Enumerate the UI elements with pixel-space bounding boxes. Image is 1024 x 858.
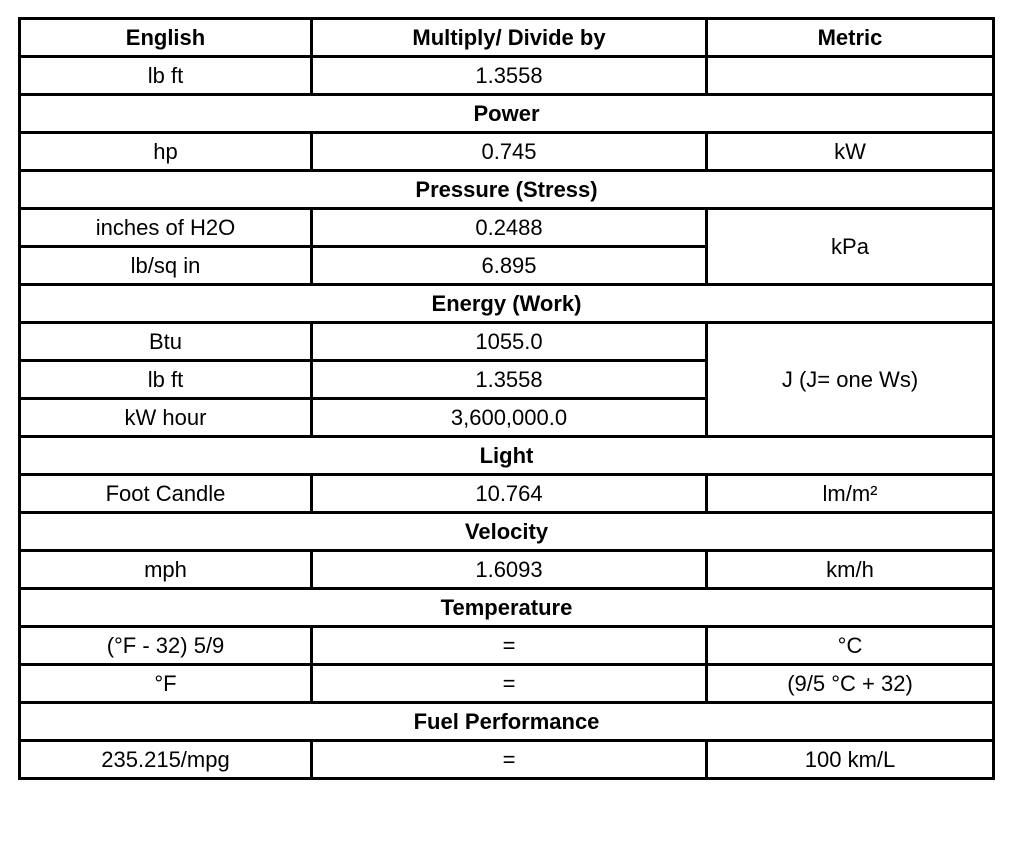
cell-factor: 10.764	[312, 475, 707, 513]
cell-english: Btu	[20, 323, 312, 361]
section-title-light: Light	[20, 437, 994, 475]
cell-metric	[707, 57, 994, 95]
section-row-temperature	[20, 589, 994, 627]
section-title-pressure: Pressure (Stress)	[20, 171, 994, 209]
cell-english: mph	[20, 551, 312, 589]
section-title-velocity: Velocity	[20, 513, 994, 551]
table-row	[20, 57, 994, 95]
cell-metric: km/h	[707, 551, 994, 589]
header-row	[20, 19, 994, 57]
cell-factor: 1.3558	[312, 361, 707, 399]
section-row-pressure	[20, 171, 994, 209]
section-title-temperature: Temperature	[20, 589, 994, 627]
table-row	[20, 741, 994, 779]
conversion-table	[18, 17, 995, 780]
cell-metric: J (J= one Ws)	[707, 323, 994, 437]
cell-english: Foot Candle	[20, 475, 312, 513]
section-row-velocity	[20, 513, 994, 551]
cell-english: (°F - 32) 5/9	[20, 627, 312, 665]
cell-english: °F	[20, 665, 312, 703]
cell-metric: kPa	[707, 209, 994, 285]
table-row	[20, 323, 994, 361]
header-english: English	[20, 19, 312, 57]
cell-factor: 6.895	[312, 247, 707, 285]
table-row	[20, 627, 994, 665]
section-title-power: Power	[20, 95, 994, 133]
cell-metric: 100 km/L	[707, 741, 994, 779]
cell-english: kW hour	[20, 399, 312, 437]
cell-english: lb ft	[20, 57, 312, 95]
cell-english: lb ft	[20, 361, 312, 399]
cell-factor: 0.745	[312, 133, 707, 171]
section-row-energy	[20, 285, 994, 323]
header-metric: Metric	[707, 19, 994, 57]
cell-factor: 0.2488	[312, 209, 707, 247]
cell-metric: °C	[707, 627, 994, 665]
conversion-table-container	[18, 17, 992, 780]
cell-factor: 1055.0	[312, 323, 707, 361]
cell-factor: 1.3558	[312, 57, 707, 95]
cell-factor: =	[312, 741, 707, 779]
section-title-energy: Energy (Work)	[20, 285, 994, 323]
section-row-fuel	[20, 703, 994, 741]
section-row-light	[20, 437, 994, 475]
cell-factor: 1.6093	[312, 551, 707, 589]
cell-english: 235.215/mpg	[20, 741, 312, 779]
table-row	[20, 665, 994, 703]
table-row	[20, 551, 994, 589]
cell-factor: 3,600,000.0	[312, 399, 707, 437]
header-factor: Multiply/ Divide by	[312, 19, 707, 57]
cell-factor: =	[312, 665, 707, 703]
section-row-power	[20, 95, 994, 133]
cell-metric: lm/m²	[707, 475, 994, 513]
table-row	[20, 209, 994, 247]
table-row	[20, 475, 994, 513]
cell-factor: =	[312, 627, 707, 665]
table-row	[20, 133, 994, 171]
section-title-fuel: Fuel Performance	[20, 703, 994, 741]
cell-metric: kW	[707, 133, 994, 171]
cell-english: inches of H2O	[20, 209, 312, 247]
cell-english: hp	[20, 133, 312, 171]
cell-english: lb/sq in	[20, 247, 312, 285]
cell-metric: (9/5 °C + 32)	[707, 665, 994, 703]
